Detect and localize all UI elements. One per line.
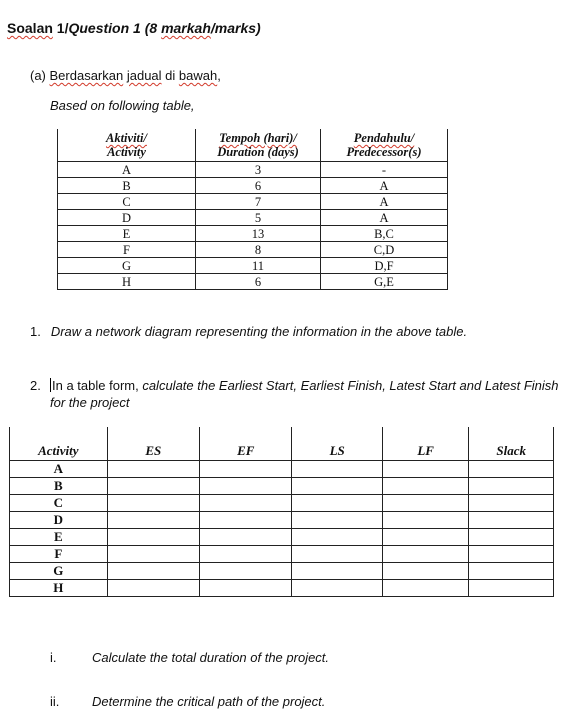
header-activity xyxy=(58,129,196,162)
activity-table xyxy=(57,129,448,290)
es-cell xyxy=(107,461,199,478)
activity-table-header-row xyxy=(58,129,448,162)
duration-cell: 6 xyxy=(196,178,321,194)
table-row xyxy=(58,242,448,258)
header-ef: EF xyxy=(200,427,292,461)
header-lf: LF xyxy=(382,427,468,461)
predecessor-cell: A xyxy=(321,194,448,210)
schedule-table-body xyxy=(10,461,554,597)
subquestion-i xyxy=(50,650,450,668)
header-es: ES xyxy=(107,427,199,461)
slack-cell xyxy=(469,495,554,512)
part-a-word-berdasarkan: Berdasarkan xyxy=(49,68,124,83)
part-a-middle: di xyxy=(161,68,179,83)
part-a-english: Based on following table, xyxy=(50,98,195,113)
predecessor-cell: A xyxy=(321,210,448,226)
title-markah: markah xyxy=(161,20,211,36)
activity-cell: D xyxy=(58,210,196,226)
table-row xyxy=(58,258,448,274)
es-cell xyxy=(107,478,199,495)
question-1-text: Draw a network diagram representing the information in the above table. xyxy=(50,324,468,339)
activity-cell: H xyxy=(58,274,196,290)
question-title xyxy=(7,20,261,36)
ef-cell xyxy=(200,546,292,563)
part-a-suffix: , xyxy=(217,68,221,83)
predecessor-cell: D,F xyxy=(321,258,448,274)
slack-cell xyxy=(469,529,554,546)
activity-label-cell: D xyxy=(10,512,108,529)
slack-cell xyxy=(469,546,554,563)
table-row xyxy=(58,274,448,290)
es-cell xyxy=(107,563,199,580)
lf-cell xyxy=(382,580,468,597)
activity-cell: B xyxy=(58,178,196,194)
activity-label-cell: H xyxy=(10,580,108,597)
subquestion-i-mark: i. xyxy=(50,650,57,665)
predecessor-cell: - xyxy=(321,162,448,178)
table-row xyxy=(10,529,554,546)
slack-cell xyxy=(469,512,554,529)
question-1 xyxy=(30,324,467,339)
lf-cell xyxy=(382,478,468,495)
header-duration-english: Duration (days) xyxy=(217,145,299,159)
schedule-table xyxy=(9,427,554,597)
table-row xyxy=(58,162,448,178)
ls-cell xyxy=(292,495,382,512)
header-activity-col: Activity xyxy=(10,427,108,461)
es-cell xyxy=(107,580,199,597)
header-activity-malay: Aktiviti/ xyxy=(106,131,147,145)
ef-cell xyxy=(200,563,292,580)
subquestion-ii xyxy=(50,694,450,712)
ef-cell xyxy=(200,495,292,512)
title-question: Question 1 (8 xyxy=(68,20,162,36)
table-row xyxy=(10,563,554,580)
header-duration xyxy=(196,129,321,162)
table-row xyxy=(10,580,554,597)
activity-cell: F xyxy=(58,242,196,258)
predecessor-cell: G,E xyxy=(321,274,448,290)
question-2 xyxy=(30,377,560,411)
lf-cell xyxy=(382,512,468,529)
table-row xyxy=(58,210,448,226)
header-duration-malay: Tempoh (hari)/ xyxy=(219,131,297,145)
duration-cell: 11 xyxy=(196,258,321,274)
duration-cell: 8 xyxy=(196,242,321,258)
schedule-table-header-row xyxy=(10,427,554,461)
slack-cell xyxy=(469,478,554,495)
part-a-word-jadual: jadual xyxy=(126,68,162,83)
question-2-italic: calculate the Earliest Start, Earliest Finish, Latest Start and Latest Finish for the project xyxy=(50,378,559,410)
text-cursor xyxy=(50,378,51,392)
subquestion-i-text: Calculate the total duration of the project. xyxy=(92,650,330,665)
header-slack: Slack xyxy=(469,427,554,461)
ls-cell xyxy=(292,461,382,478)
duration-cell: 7 xyxy=(196,194,321,210)
predecessor-cell: A xyxy=(321,178,448,194)
question-2-number: 2. xyxy=(30,378,41,393)
header-activity-english: Activity xyxy=(107,145,146,159)
activity-cell: C xyxy=(58,194,196,210)
ef-cell xyxy=(200,529,292,546)
ef-cell xyxy=(200,461,292,478)
slack-cell xyxy=(469,461,554,478)
table-row xyxy=(58,194,448,210)
question-1-number: 1. xyxy=(30,324,41,339)
duration-cell: 6 xyxy=(196,274,321,290)
activity-table-body xyxy=(58,162,448,290)
duration-cell: 3 xyxy=(196,162,321,178)
lf-cell xyxy=(382,495,468,512)
es-cell xyxy=(107,512,199,529)
ls-cell xyxy=(292,580,382,597)
duration-cell: 5 xyxy=(196,210,321,226)
activity-label-cell: F xyxy=(10,546,108,563)
ls-cell xyxy=(292,478,382,495)
title-number: 1/ xyxy=(52,20,69,36)
header-ls: LS xyxy=(292,427,382,461)
header-predecessor-malay: Pendahulu/ xyxy=(353,131,415,145)
table-row xyxy=(10,478,554,495)
ef-cell xyxy=(200,580,292,597)
subquestion-ii-text: Determine the critical path of the project. xyxy=(92,694,326,709)
es-cell xyxy=(107,546,199,563)
ls-cell xyxy=(292,512,382,529)
header-predecessor xyxy=(321,129,448,162)
lf-cell xyxy=(382,546,468,563)
lf-cell xyxy=(382,529,468,546)
duration-cell: 13 xyxy=(196,226,321,242)
question-2-plain: In a table form, xyxy=(52,378,143,393)
slack-cell xyxy=(469,580,554,597)
es-cell xyxy=(107,495,199,512)
lf-cell xyxy=(382,563,468,580)
slack-cell xyxy=(469,563,554,580)
table-row xyxy=(58,226,448,242)
activity-label-cell: G xyxy=(10,563,108,580)
ef-cell xyxy=(200,478,292,495)
title-marks: /marks) xyxy=(210,20,261,36)
activity-cell: G xyxy=(58,258,196,274)
activity-cell: A xyxy=(58,162,196,178)
header-predecessor-english: Predecessor(s) xyxy=(346,145,422,159)
table-row xyxy=(58,178,448,194)
activity-label-cell: B xyxy=(10,478,108,495)
predecessor-cell: C,D xyxy=(321,242,448,258)
ls-cell xyxy=(292,529,382,546)
table-row xyxy=(10,546,554,563)
title-soalan: Soalan xyxy=(7,20,53,36)
part-a-prefix: (a) xyxy=(30,68,50,83)
table-row xyxy=(10,512,554,529)
predecessor-cell: B,C xyxy=(321,226,448,242)
ls-cell xyxy=(292,546,382,563)
ef-cell xyxy=(200,512,292,529)
table-row xyxy=(10,495,554,512)
es-cell xyxy=(107,529,199,546)
activity-label-cell: E xyxy=(10,529,108,546)
part-a-word-bawah: bawah xyxy=(178,68,218,83)
lf-cell xyxy=(382,461,468,478)
question-2-body xyxy=(50,377,560,411)
subquestion-ii-mark: ii. xyxy=(50,694,60,709)
activity-label-cell: C xyxy=(10,495,108,512)
part-a-malay xyxy=(30,68,221,83)
activity-cell: E xyxy=(58,226,196,242)
activity-label-cell: A xyxy=(10,461,108,478)
table-row xyxy=(10,461,554,478)
ls-cell xyxy=(292,563,382,580)
